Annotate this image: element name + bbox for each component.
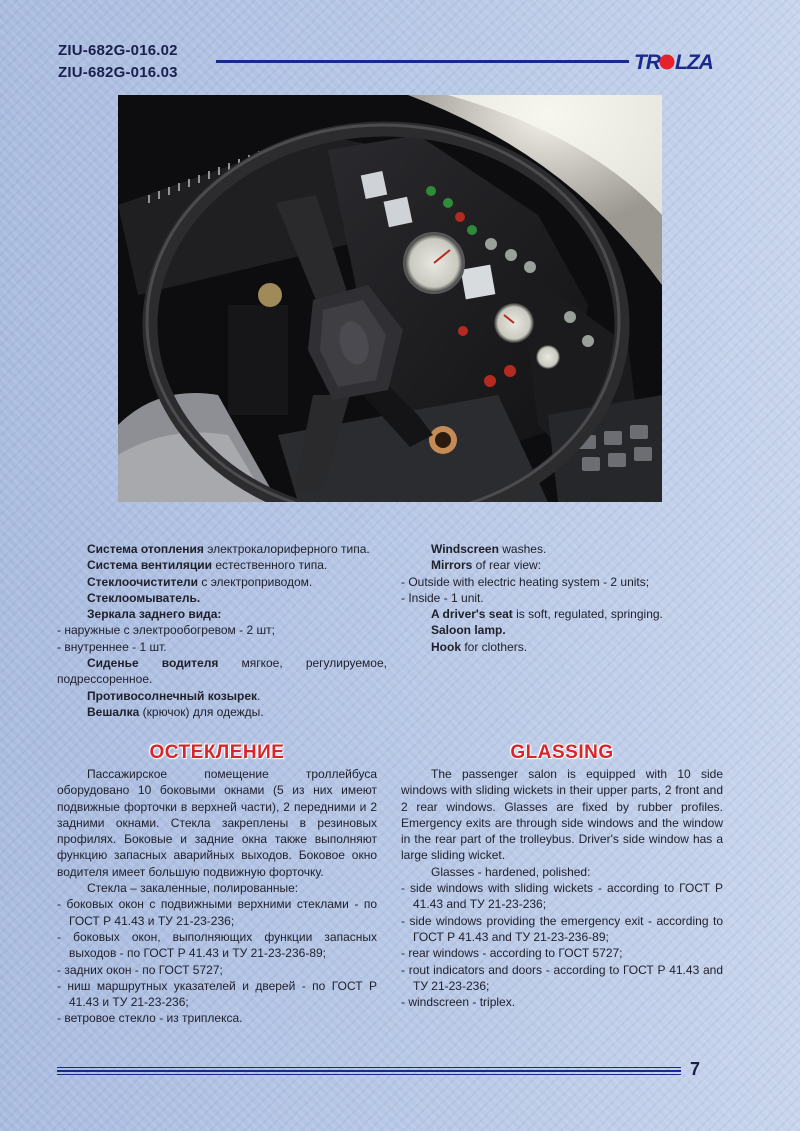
model-code-1: ZIU-682G-016.02: [58, 42, 178, 59]
spec-en-mirrors-heading: Mirrors of rear view:: [431, 558, 542, 573]
glazing-en-glass-type: Glasses - hardened, polished:: [431, 864, 591, 879]
list-item: - rout indicators and doors - according to ГОСТ Р 41.43 and ТУ 21-23-236;: [401, 962, 723, 993]
spec-ru-visor: Противосолнечный козырек.: [87, 688, 261, 703]
glazing-body-ru: [57, 766, 377, 1027]
glazing-body-en: [401, 766, 723, 1010]
page-number: 7: [690, 1059, 701, 1079]
spec-ru-heating: Система отопления электрокалориферного типа.: [87, 542, 370, 556]
spec-ru-mirrors-outer: - наружные с электрообогревом - 2 шт;: [57, 623, 275, 638]
list-item: - side windows providing the emergency exit - according to ГОСТ Р 41.43 and ТУ 21-23-236-89;: [401, 913, 723, 944]
spec-en-mirrors-inner: - Inside - 1 unit.: [401, 590, 484, 605]
spec-en-seat: A driver's seat is soft, regulated, springing.: [431, 607, 663, 622]
list-item: - side windows with sliding wickets - according to ГОСТ Р 41.43 and ТУ 21-23-236;: [401, 881, 723, 912]
glazing-en-intro: The passenger salon is equipped with 10 side windows with sliding wickets in their upper parts, 2 front and 2 rear windows. Glasses are fixed by rubber profiles. Emergency exits are through side windows and the window in the rear part of the trolleybus. Driver's side window has a large sliding wicket.: [401, 767, 723, 863]
spec-ru-washer: Стеклоомыватель.: [87, 590, 201, 605]
list-item: - боковых окон с подвижными верхними стеклами - по ГОСТ Р 41.43 и ТУ 21-23-236;: [57, 897, 377, 928]
list-item: - rear windows - according to ГОСТ 5727;: [401, 946, 623, 961]
equipment-spec-ru: [57, 541, 387, 720]
logo-text-left: TR: [634, 51, 660, 74]
trolza-logo: [634, 49, 724, 75]
list-item: - windscreen - triplex.: [401, 995, 516, 1010]
dashboard-photo: [118, 95, 662, 502]
equipment-spec-en: [401, 541, 731, 655]
glazing-ru-intro: Пассажирское помещение троллейбуса оборудовано 10 боковыми окнами (5 из них имеют подвижные форточки в верхней части), 2 передними и 2 задними окнами. Стекла закреплены в резиновых профилях. Боковые и задние окна также выполняют функцию запасных аварийных выходов. Боковое окно водителя имеет большую подвижную форточку.: [57, 767, 377, 879]
footer-rule: [57, 1067, 681, 1077]
spec-ru-ventilation: Система вентиляции естественного типа.: [87, 558, 328, 573]
spec-ru-mirrors-inner: - внутреннее - 1 шт.: [57, 639, 167, 654]
spec-ru-seat: Сиденье водителя мягкое, регулируемое, подрессоренное.: [57, 656, 387, 687]
section-title-ru: ОСТЕКЛЕНИЕ: [149, 742, 285, 763]
logo-text-right: LZA: [675, 51, 713, 74]
spec-ru-mirrors-heading: Зеркала заднего вида:: [87, 607, 222, 622]
list-item: - задних окон - по ГОСТ 5727;: [57, 962, 223, 977]
model-code-2: ZIU-682G-016.03: [58, 64, 178, 81]
section-title-en: GLASSING: [510, 742, 614, 763]
steering-wheel-dashboard-image: [118, 95, 662, 502]
spec-en-washer: Windscreen washes.: [431, 542, 547, 556]
spec-en-lamp: Saloon lamp.: [431, 623, 506, 638]
header-rule: [216, 60, 629, 63]
spec-ru-hook: Вешалка (крючок) для одежды.: [87, 704, 264, 719]
spec-ru-wipers: Стеклоочистители с электроприводом.: [87, 574, 313, 589]
list-item: - ветровое стекло - из триплекса.: [57, 1011, 243, 1026]
spec-en-hook: Hook for clothers.: [431, 639, 528, 654]
list-item: - ниш маршрутных указателей и дверей - по ГОСТ Р 41.43 и ТУ 21-23-236;: [57, 978, 377, 1010]
spec-en-mirrors-outer: - Outside with electric heating system - 2 units;: [401, 574, 650, 589]
logo-dot: [660, 55, 675, 70]
list-item: - боковых окон, выполняющих функции запасных выходов - по ГОСТ Р 41.43 и ТУ 21-23-236-89;: [57, 929, 377, 961]
glazing-ru-glass-type: Стекла – закаленные, полированные:: [87, 881, 299, 896]
